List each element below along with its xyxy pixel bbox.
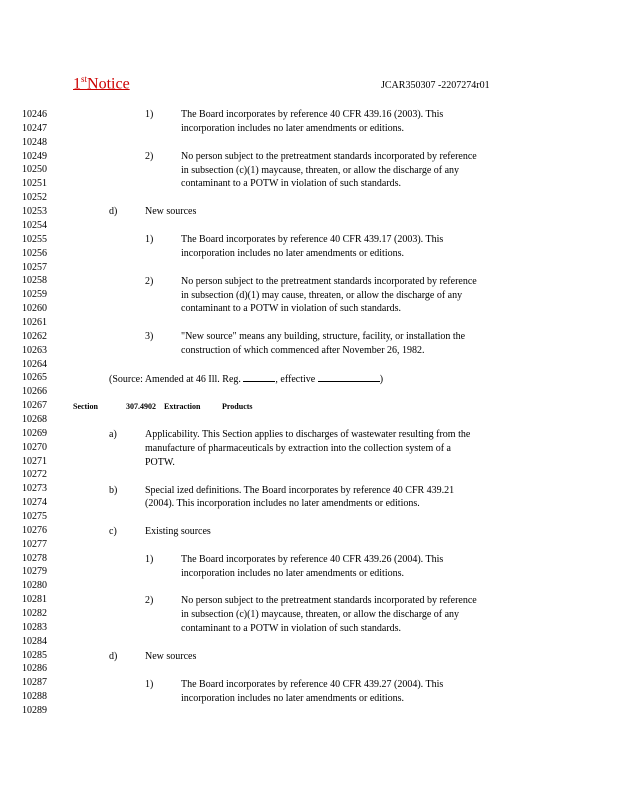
paragraph-line: incorporation includes no later amendments or editions. (181, 123, 404, 134)
paragraph-line: in subsection (d)(1) may cause, threaten, or allow the discharge of any (181, 290, 463, 301)
subsection-label: b) (109, 485, 118, 496)
paragraph-line: The Board incorporates by reference 40 CFR 439.26 (2004). This (181, 554, 444, 565)
paragraph-line: incorporation includes no later amendments or editions. (181, 248, 404, 259)
line-number: 10271 (22, 455, 47, 467)
line-number: 10257 (22, 261, 47, 273)
jcar-reference: JCAR350307 -2207274r01 (381, 80, 490, 91)
paragraph-line: POTW. (145, 457, 175, 468)
line-number: 10274 (22, 497, 47, 509)
line-number: 10251 (22, 178, 47, 190)
line-number: 10277 (22, 538, 47, 550)
paragraph-line: Special ized definitions. The Board incorporates by reference 40 CFR 439.21 (145, 485, 455, 496)
subsection-title: New sources (145, 206, 197, 217)
paragraph-line: No person subject to the pretreatment standards incorporated by reference (181, 276, 477, 287)
paragraph-line: "New source" means any building, structure, facility, or installation the (181, 331, 466, 342)
subsection-label: c) (109, 526, 117, 537)
item-label: 2) (145, 276, 154, 287)
line-number: 10272 (22, 469, 47, 481)
item-label: 1) (145, 234, 154, 245)
paragraph-line: construction of which commenced after November 26, 1982. (181, 345, 425, 356)
paragraph-line: in subsection (c)(1) maycause, threaten, or allow the discharge of any (181, 609, 460, 620)
line-number: 10250 (22, 164, 47, 176)
line-number: 10275 (22, 510, 47, 522)
subsection-label: d) (109, 651, 118, 662)
item-label: 1) (145, 109, 154, 120)
paragraph-line: No person subject to the pretreatment standards incorporated by reference (181, 151, 477, 162)
line-number: 10256 (22, 247, 47, 259)
line-number: 10276 (22, 524, 47, 536)
line-number: 10269 (22, 427, 47, 439)
line-number: 10284 (22, 635, 47, 647)
item-label: 3) (145, 331, 154, 342)
subsection-label: a) (109, 429, 117, 440)
line-number: 10261 (22, 316, 47, 328)
line-number: 10280 (22, 580, 47, 592)
section-title: Products (222, 402, 253, 411)
line-number: 10258 (22, 275, 47, 287)
paragraph-line: Applicability. This Section applies to discharges of wastewater resulting from the (145, 429, 471, 440)
paragraph-line: The Board incorporates by reference 40 CFR 439.27 (2004). This (181, 679, 444, 690)
paragraph-line: The Board incorporates by reference 40 CFR 439.16 (2003). This (181, 109, 444, 120)
section-title: Extraction (164, 402, 201, 411)
line-number: 10265 (22, 372, 47, 384)
paragraph-line: incorporation includes no later amendments or editions. (181, 693, 404, 704)
blank-line (318, 372, 380, 382)
line-number: 10254 (22, 219, 47, 231)
subsection-title: New sources (145, 651, 197, 662)
line-number: 10287 (22, 677, 47, 689)
line-number: 10283 (22, 621, 47, 633)
paragraph-line: The Board incorporates by reference 40 CFR 439.17 (2003). This (181, 234, 444, 245)
line-number: 10288 (22, 691, 47, 703)
blank-line (243, 372, 275, 382)
line-number: 10259 (22, 289, 47, 301)
item-label: 2) (145, 151, 154, 162)
section-number: 307.4902 (126, 402, 156, 411)
line-number: 10252 (22, 192, 47, 204)
line-number: 10266 (22, 386, 47, 398)
section-heading-label: Section (73, 402, 98, 411)
paragraph-line: contaminant to a POTW in violation of such standards. (181, 623, 402, 634)
line-number: 10273 (22, 483, 47, 495)
item-label: 2) (145, 595, 154, 606)
paragraph-line: incorporation includes no later amendments or editions. (181, 568, 404, 579)
line-number: 10267 (22, 400, 47, 412)
line-number: 10246 (22, 109, 47, 120)
line-number: 10263 (22, 344, 47, 356)
line-number: 10279 (22, 566, 47, 578)
subsection-label: d) (109, 206, 118, 217)
paragraph-line: (2004). This incorporation includes no later amendments or editions. (145, 498, 420, 509)
line-number: 10247 (22, 122, 47, 134)
line-number: 10278 (22, 552, 47, 564)
line-number: 10255 (22, 233, 47, 245)
line-number: 10260 (22, 303, 47, 314)
line-number: 10249 (22, 150, 47, 162)
line-number: 10270 (22, 441, 47, 453)
line-number: 10281 (22, 594, 47, 606)
line-number: 10253 (22, 206, 47, 217)
notice-header: 1stNotice (73, 74, 130, 93)
line-number: 10282 (22, 608, 47, 619)
line-number: 10262 (22, 330, 47, 342)
paragraph-line: in subsection (c)(1) maycause, threaten, or allow the discharge of any (181, 165, 460, 176)
line-number: 10264 (22, 358, 47, 370)
subsection-title: Existing sources (145, 526, 211, 537)
paragraph-line: No person subject to the pretreatment standards incorporated by reference (181, 595, 477, 606)
line-number: 10286 (22, 663, 47, 675)
paragraph-line: contaminant to a POTW in violation of such standards. (181, 178, 402, 189)
line-number: 10248 (22, 136, 47, 148)
line-number: 10268 (22, 413, 47, 425)
item-label: 1) (145, 554, 154, 565)
item-label: 1) (145, 679, 154, 690)
line-number: 10289 (22, 705, 47, 716)
paragraph-line: manufacture of pharmaceuticals by extraction into the collection system of a (145, 443, 451, 454)
source-note: (Source: Amended at 46 Ill. Reg. , effective ) (109, 374, 384, 385)
paragraph-line: contaminant to a POTW in violation of such standards. (181, 303, 402, 314)
line-number: 10285 (22, 649, 47, 661)
